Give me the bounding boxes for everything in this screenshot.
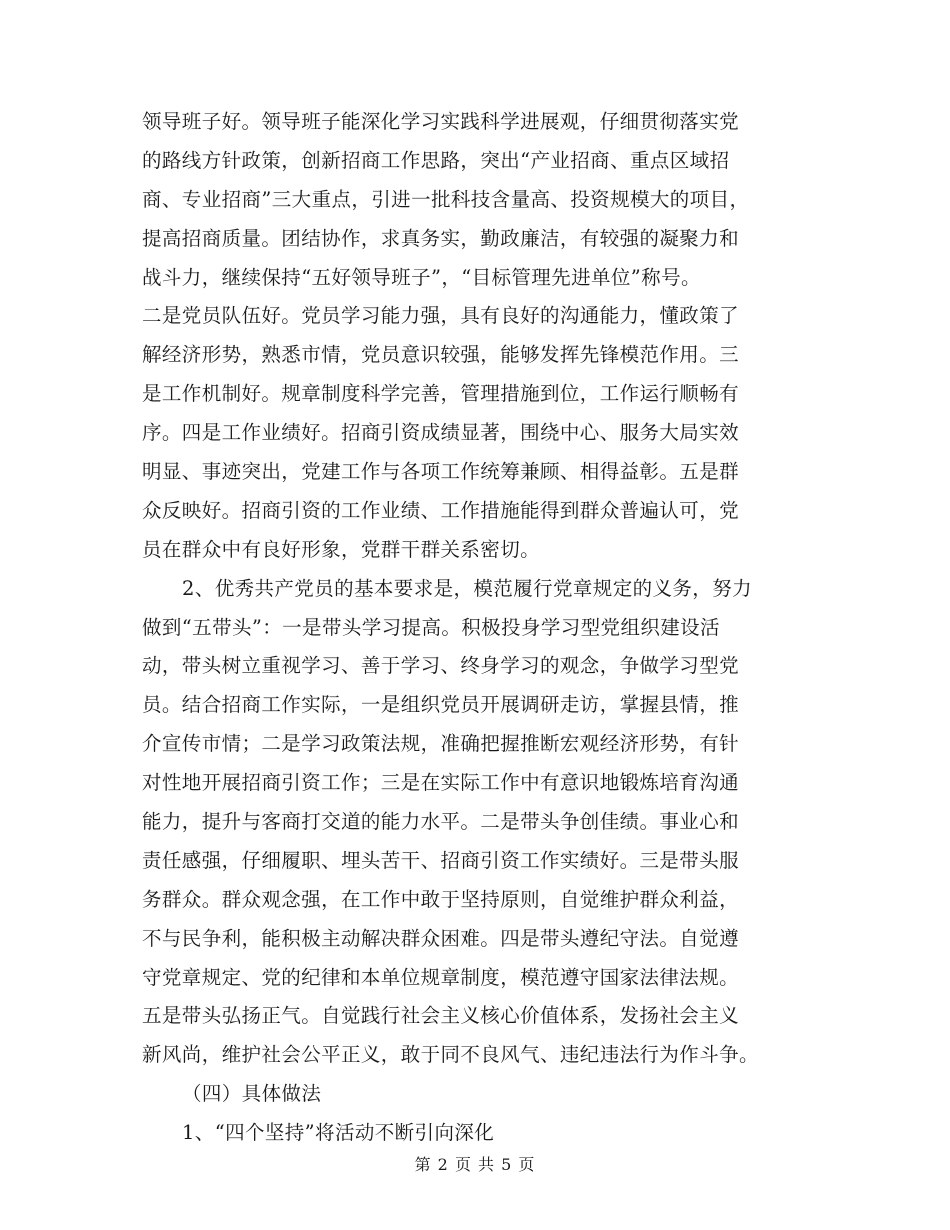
text-line: 不与民争利，能积极主动解决群众困难。四是带头遵纪守法。自觉遵 bbox=[142, 926, 740, 950]
text-line: 新风尚，维护社会公平正义，敢于同不良风气、违纪违法行为作斗争。 bbox=[142, 1043, 759, 1067]
text-line: 明显、事迹突出，党建工作与各项工作统筹兼顾、相得益彰。五是群 bbox=[142, 460, 740, 484]
text-line: 守党章规定、党的纪律和本单位规章制度，模范遵守国家法律法规。 bbox=[142, 965, 740, 989]
text-line: 战斗力，继续保持“五好领导班子”，“目标管理先进单位”称号。 bbox=[142, 265, 701, 289]
document-body bbox=[142, 103, 812, 1153]
text-line: 能力，提升与客商打交道的能力水平。二是带头争创佳绩。事业心和 bbox=[142, 810, 740, 834]
text-line: 做到“五带头”：一是带头学习提高。积极投身学习型党组织建设活 bbox=[142, 615, 720, 639]
text-line: 商、专业招商”三大重点，引进一批科技含量高、投资规模大的项目， bbox=[142, 187, 750, 211]
text-line: 的路线方针政策，创新招商工作思路，突出“产业招商、重点区域招 bbox=[142, 148, 730, 172]
text-line: 是工作机制好。规章制度科学完善，管理措施到位，工作运行顺畅有 bbox=[142, 382, 740, 406]
text-line: 介宣传市情；二是学习政策法规，准确把握推断宏观经济形势，有针 bbox=[142, 732, 740, 756]
text-line: 责任感强，仔细履职、埋头苦干、招商引资工作实绩好。三是带头服 bbox=[142, 848, 740, 872]
text-line: 解经济形势，熟悉市情，党员意识较强，能够发挥先锋模范作用。三 bbox=[142, 343, 740, 367]
text-line: 序。四是工作业绩好。招商引资成绩显著，围绕中心、服务大局实效 bbox=[142, 421, 740, 445]
text-line: 动，带头树立重视学习、善于学习、终身学习的观念，争做学习型党 bbox=[142, 654, 740, 678]
text-line: （四）具体做法 bbox=[182, 1082, 322, 1106]
text-line: 提高招商质量。团结协作，求真务实，勤政廉洁，有较强的凝聚力和 bbox=[142, 226, 740, 250]
text-line: 五是带头弘扬正气。自觉践行社会主义核心价值体系，发扬社会主义 bbox=[142, 1004, 740, 1028]
text-line: 众反映好。招商引资的工作业绩、工作措施能得到群众普遍认可，党 bbox=[142, 498, 740, 522]
text-line: 员在群众中有良好形象，党群干群关系密切。 bbox=[142, 537, 541, 561]
page-number-footer: 第 2 页 共 5 页 bbox=[414, 1155, 536, 1174]
text-line: 二是党员队伍好。党员学习能力强，具有良好的沟通能力，懂政策了 bbox=[142, 304, 740, 328]
text-line: 2、优秀共产党员的基本要求是，模范履行党章规定的义务，努力 bbox=[182, 576, 753, 600]
text-line: 务群众。群众观念强，在工作中敢于坚持原则，自觉维护群众利益， bbox=[142, 887, 740, 911]
text-line: 员。结合招商工作实际，一是组织党员开展调研走访，掌握县情，推 bbox=[142, 693, 740, 717]
text-line: 领导班子好。领导班子能深化学习实践科学进展观，仔细贯彻落实党 bbox=[142, 110, 740, 133]
text-line: 对性地开展招商引资工作；三是在实际工作中有意识地锻炼培育沟通 bbox=[142, 771, 740, 795]
text-line: 1、“四个坚持”将活动不断引向深化 bbox=[182, 1121, 495, 1145]
